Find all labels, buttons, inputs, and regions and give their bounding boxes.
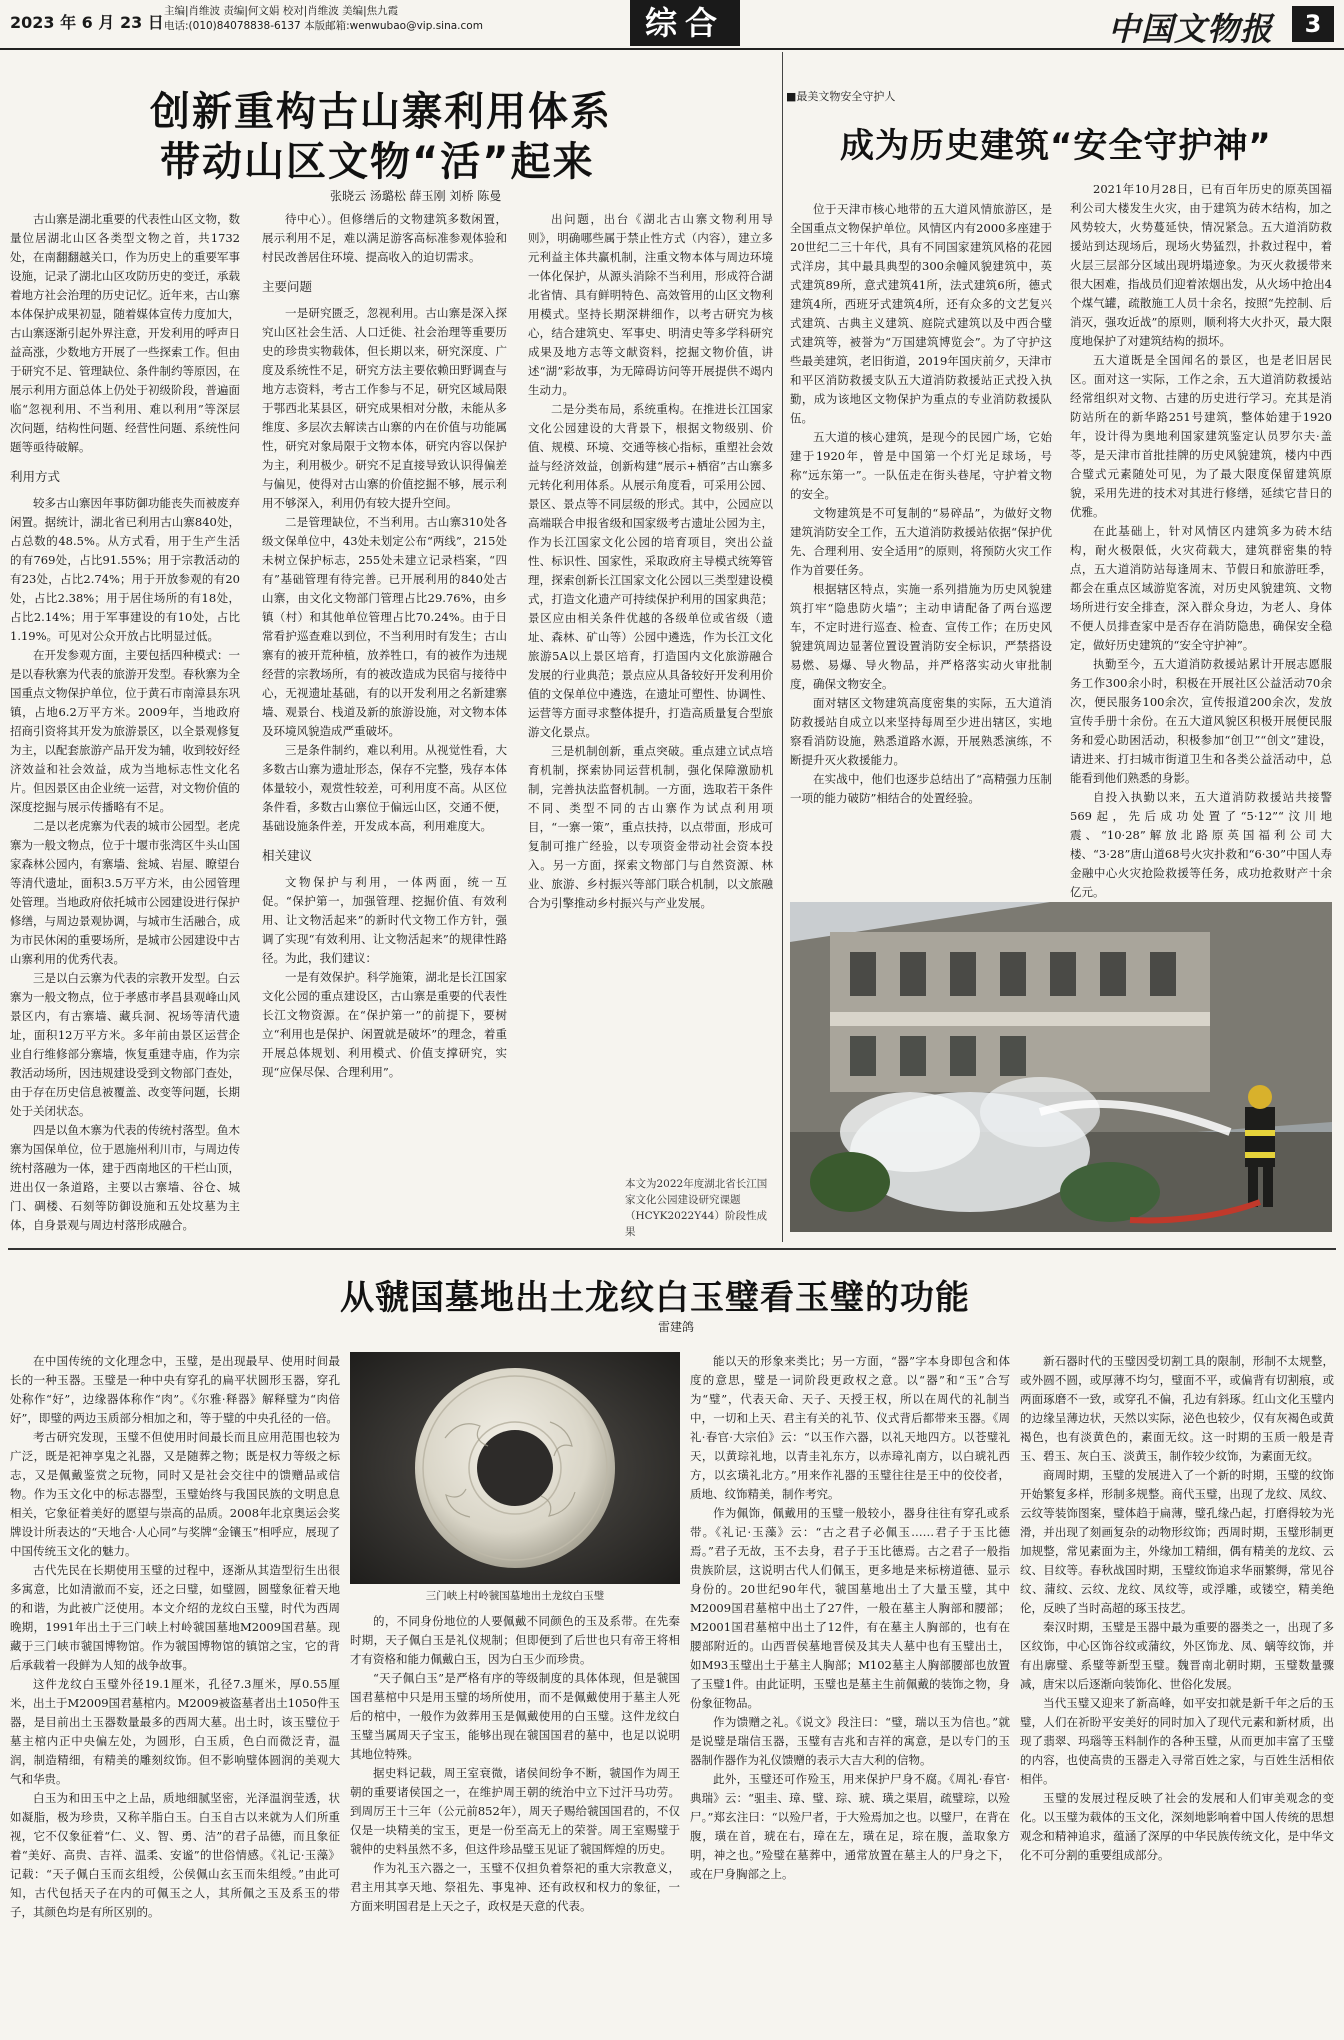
paragraph: 在实战中，他们也逐步总结出了“高精强力压制一项的能力破防”相结合的处置经验。 [790, 772, 1052, 805]
column-divider [782, 52, 783, 1242]
paragraph: 出问题，出台《湖北古山寨文物利用导则》，明确哪些属于禁止性方式（内容），建立多元利益主体共赢机制，注重文物本体与周边环境一体化保护，从源头消除不当利用，形成符合湖北省情、具有鲜明特色、高效管用的山区文物利用模式。坚持长期深耕细作，以考古研究为核心，结合建筑史、军事史、明清史等多学科研究成果及地方志等文献资料，挖掘文物价值，讲述“湖”彩故事，为无障碍访问等开展提供不竭内生动力。 [528, 212, 773, 397]
paragraph: 在中国传统的文化理念中，玉璧，是出现最早、使用时间最长的一种玉器。玉璧是一种中央有穿孔的扁平状圆形玉器，穿孔处称作“好”，边缘器体称作“肉”。《尔雅·释器》解释璧为“肉倍好”，即璧的两边玉质部分相加之和，等于璧的中央孔径的一倍。 [10, 1354, 340, 1425]
section-title: 综合 [630, 0, 740, 46]
paragraph: 新石器时代的玉璧因受切割工具的限制，形制不太规整，或外圆不圆，或厚薄不均匀，璧面不平，或偏背有切割痕，或两面琢磨不一致，或穿孔不偏，孔边有斜琢。红山文化玉璧内的边缘呈薄边状，天然以实际，泌色也较少，仅有灰褐色或黄褐色，也有淡黄色的，素面无纹。这一时期的玉质一般是青玉、碧玉、灰白玉、淡黄玉，制作较少纹饰，为素面无纹。 [1020, 1354, 1334, 1463]
issue-date: 2023 年 6 月 23 日 [10, 13, 164, 32]
subheading: 相关建议 [262, 848, 313, 863]
jade-bi-caption: 三门峡上村岭虢国墓地出土龙纹白玉璧 [425, 1590, 605, 1602]
article3-column-2 [350, 1612, 680, 2032]
paragraph: 当代玉璧又迎来了新高峰，如平安扣就是新千年之后的玉璧，人们在祈盼平安美好的同时加入了现代元素和新材质，出现了翡翠、玛瑙等玉料制作的各种玉璧，从而更加丰富了玉璧的内容，也使高贵的玉器走入寻常百姓之家，与百姓生活相依相伴。 [1020, 1696, 1334, 1786]
jade-bi-illustration [350, 1352, 680, 1584]
article1-title-line2: 带动山区文物“活”起来 [160, 139, 595, 185]
paragraph: 根据辖区特点，实施一系列措施为历史风貌建筑打牢“隐患防火墙”；主动申请配备了两台巡逻车，不定时进行巡查、检查、宣传工作；在历史风貌建筑周边显著位置设置消防安全标识，严禁搭设易燃、易爆、导火物品，并严格落实动火审批制度，确保文物安全。 [790, 582, 1052, 691]
paragraph: 自投入执勤以来，五大道消防救援站共接警569起，先后成功处置了“5·12”“汶川地震、“10·28”解放北路原英国福利公司大楼、“3·28”唐山道68号火灾扑救和“6·30”中国人寿金融中心火灾抢险救援等任务，成功抢救财产十余亿元。 [1070, 790, 1332, 899]
article1-column-2 [262, 210, 507, 1248]
staff-line-1: 主编|肖维波 责编|何文娟 校对|肖维波 美编|焦九霞 [164, 5, 399, 17]
paragraph: 的，不同身份地位的人要佩戴不同颜色的玉及系带。在先秦时期，天子佩白玉是礼仪规制；但即便到了后世也只有帝王将相才有资格和能力佩戴白玉，因为白玉少而珍贵。 [350, 1614, 680, 1666]
paragraph: 作为礼玉六器之一，玉璧不仅担负着祭祀的重大宗教意义，君主用其享天地、祭祖先、事鬼神、还有政权和权力的象征，一方面来明国君是上天之子，政权是天意的代表。 [350, 1861, 680, 1913]
paragraph: 2021年10月28日，已有百年历史的原英国福利公司大楼发生火灾，由于建筑为砖木结构，加之风势较大，火势蔓延快，情况紧急。五大道消防救援站到达现场后，现场火势猛烈，扑救过程中，着火层三层部分区域出现坍塌迹象。为灭火救援带来很大困难，指战员们迎着浓烟出发，从火场中抢出4个煤气罐，疏散施工人员十余名，按照“先控制、后消灭，强攻近战”的原则，顺利将大火扑灭，最大限度地保护了对建筑结构的损坏。 [1070, 182, 1332, 348]
article1-title-line1: 创新重构古山寨利用体系 [150, 89, 612, 135]
paragraph: 较多古山寨因年事防御功能丧失而被废弃闲置。据统计，湖北省已利用古山寨840处，占总数的48.5%。从方式看，用于生产生活的有769处，占比91.55%；用于宗教活动的有23处，占比2.74%；用于开放参观的有20处，占比2.38%；用于居住场所的有18处，占比2.14%；用于军事建设的有10处，占比1.19%。可见对公众开放占比明显过低。 [10, 496, 240, 643]
staff-info [164, 4, 584, 34]
article2-column-2 [1070, 180, 1332, 900]
paragraph: 能以天的形象来类比；另一方面，“器”字本身即包含和体度的意思，璧是一词阶段更政权之意。以“器”和“玉”合写为“璧”，代表天命、天子、天授王权，所以在周代的礼制当中，一切和上天、君主有关的礼节、仪式背后都带来玉器。《周礼·春官·大宗伯》云：“以玉作六器，以礼天地四方。以苍璧礼天，以黄琮礼地，以青圭礼东方，以赤璋礼南方，以白琥礼西方，以玄璜礼北方。”用来作礼器的玉璧往往是王中的佼佼者，质地、纹饰精美，制作考究。 [690, 1354, 1010, 1501]
article1-column-3 [528, 210, 773, 1248]
newspaper-logo: 中国文物报 [1108, 10, 1274, 48]
firefighter-photo [790, 902, 1332, 1232]
article3-column-3 [690, 1352, 1010, 2032]
paragraph: 玉璧的发展过程反映了社会的发展和人们审美观念的变化。以玉璧为载体的玉文化，深刻地影响着中国人传统的思想观念和精神追求，蕴涵了深厚的中华民族传统文化，是中华文化不可分割的重要组成部分。 [1020, 1791, 1334, 1862]
subheading: 利用方式 [10, 469, 61, 484]
jade-bi-photo [350, 1352, 680, 1584]
paragraph: 位于天津市核心地带的五大道风情旅游区，是全国重点文物保护单位。风情区内有2000多座建于20世纪二三十年代，具有不同国家建筑风格的花园式洋房，其中最具典型的300余幢风貌建筑中，英式建筑89所，意式建筑41所，法式建筑6所，德式建筑4所，西班牙式建筑4所，还有众多的文艺复兴式建筑、古典主义建筑、庭院式建筑以及中西合璧式建筑等，被誉为“万国建筑博览会”。为了守护这些最美建筑，老旧街道，2019年国庆前夕，天津市和平区消防救援支队五大道消防救援站正式投入执勤，成为该地区文物保护为重点的专业消防救援队伍。 [790, 202, 1052, 425]
article2-title: 成为历史建筑“安全守护神” [840, 126, 1272, 166]
article1-column-1 [10, 210, 240, 1248]
article1-byline: 张晓云 汤璐松 薛玉刚 刘桥 陈曼 [330, 189, 502, 203]
paragraph: 二是管理缺位，不当利用。古山寨310处各级文保单位中，43处未划定公布“两线”，215处未树立保护标志，255处未建立记录档案，“四有”基础管理有待完善。已开展利用的840处古山寨，由文化文物部门管理占比29.76%，由乡镇（村）和其他单位管理占比70.24%。由于日常看护巡查难以到位，不当利用时有发生；古山寨有的被开荒种植，放养牲口，有的被作为违规经营的宗教场所，有的被改造成为民宿与接待中心，无视遗址基础，有的以开发利用之名新建寨墙、观景台、栈道及新的旅游设施，对文物本体及环境风貌造成严重破坏。 [262, 515, 507, 738]
paragraph: 此外，玉璧还可作殓玉，用来保护尸身不腐。《周礼·春官·典瑞》云：“驵圭、璋、璧、琮、琥、璜之渠眉，疏璧琮，以殓尸。”郑玄注曰：“以殓尸者，于大殓焉加之也。以璧尸，在背在腹，璜在首，琥在右，璋在左，璜在足，琮在腹，盖取象方明，神之也。”殓璧在墓葬中，通常放置在墓主人的尸身之下，或在尸身胸部之上。 [690, 1772, 1010, 1881]
paragraph: 古山寨是湖北重要的代表性山区文物，数量位居湖北山区各类型文物之首，共1732处，在南翻翻越关口，作为历史上的重要军事设施，记录了湖北山区攻防历史的变迁，承载着地方社会治理的历史记忆。近年来，古山寨本体保护成果初显，随着媒体宣传力度加大，古山寨逐渐引起外界注意，开发利用的呼声日益高涨，少数地方开展了一些探索工作。但由于研究不足、管理缺位、条件制约等原因，在展示利用方面总体上仍处于初级阶段，普遍面临“忽视利用、不当利用、难以利用”等深层次问题，结构性问题、经营性问题、系统性问题等亟待破解。 [10, 212, 240, 454]
paragraph: 商周时期，玉璧的发展进入了一个新的时期，玉璧的纹饰开始繁复多样，形制多规整。商代玉璧，出现了龙纹、凤纹、云纹等装饰图案，璧体趋于扁薄，璧孔缘凸起，打磨得较为光滑，并出现了刻画复杂的动物形纹饰；西周时期，玉璧形制更加规整，常见素面为主，外缘加工精细，偶有精美的龙纹、云纹、目纹等。春秋战国时期，玉璧纹饰追求华丽繁缛，常见谷纹、蒲纹、云纹、龙纹、凤纹等，或浮雕，或镂空，精美绝伦，反映了当时高超的琢玉技艺。 [1020, 1468, 1334, 1615]
paragraph: 二是分类布局，系统重构。在推进长江国家文化公园建设的大背景下，根据文物级别、价值、规模、环境、交通等核心指标，重塑社会效益与经济效益，创新构建“展示+栖宿”古山寨多元转化利用体系。从展示角度看，可采用公园、景区、景点等不同层级的形式。其中，公园应以高端联合申报省级和国家级考古遗址公园为主，作为长江国家文化公园的培育项目，突出公益性、标识性、国家性，采取政府主导模式统筹管理，探索创新长江国家文化公园以三类型建设模式，打造文化遗产可持续保护利用的国家典范；景区应由相关条件优越的各级单位或省级（遗址、森林、矿山等）公园中遴选，作为长江文化旅游5A以上景区培育，打造国内文化旅游融合发展的行业典范；景点应从具备较好开发利用价值的文保单位中遴选，在遗址可塑性、协调性、运营等方面寻求整体提升，打造高质量复合型旅游文化景点。 [528, 402, 773, 739]
staff-line-2: 电话:(010)84078838-6137 本版邮箱:wenwubao@vip.sina.com [164, 20, 483, 32]
paragraph: 秦汉时期，玉璧是玉器中最为重要的器类之一，出现了多区纹饰，中心区饰谷纹或蒲纹，外区饰龙、凤、螭等纹饰，并有出廓璧、系璧等新型玉璧。魏晋南北朝时期，玉璧数量骤减，唐宋以后逐渐向装饰化、世俗化发展。 [1020, 1620, 1334, 1691]
paragraph: 古代先民在长期使用玉璧的过程中，逐渐从其造型衍生出很多寓意，比如清澈而不妄，还之曰璧，如璧圆，圆璧象征着天地的和谐，为此被广泛使用。本文介绍的龙纹白玉璧，时代为西周晚期，1991年出土于三门峡上村岭虢国墓地M2009国君墓。现藏于三门峡市虢国博物馆。作为虢国博物馆的镇馆之宝，它的背后承载着一段鲜为人知的战争故事。 [10, 1563, 340, 1672]
paragraph: 考古研究发现，玉璧不但使用时间最长而且应用范围也较为广泛，既是祀神享鬼之礼器，又是随葬之物；既是权力等级之标志，又是佩戴鉴赏之玩物，同时又是社会交往中的馈赠品或信物。作为玉文化中的标志器型，玉璧始终与我国民族的文明息息相关，它象征着美好的愿望与崇高的品质。2008年北京奥运会奖牌设计所表达的“天地合·人心同”与奖牌“金镶玉”相呼应，展现了中国传统玉文化的魅力。 [10, 1430, 340, 1558]
paragraph: 五大道的核心建筑，是现今的民园广场，它始建于1920年，曾是中国第一个灯光足球场，号称“远东第一”。一队伍走在街头巷尾，守护着文物的安全。 [790, 430, 1052, 501]
paragraph: 五大道既是全国闻名的景区，也是老旧居民区。面对这一实际，工作之余，五大道消防救援站经常组织对文物、古建的历史进行学习。充其是消防站所在的新华路251号建筑，整体始建于1920年，设计得为奥地利国家建筑鉴定认员罗尔夫·盖苓，是天津市首批挂牌的历史风貌建筑，楼内中西合璧式元素随处可见，为了最大限度保留建筑原貌，采用先进的技术对其进行修缮，延续它昔日的优雅。 [1070, 353, 1332, 519]
article1-funding-note: 本文为2022年度湖北省长江国家文化公园建设研究课题（HCYK2022Y44）阶段性成果 [625, 1178, 768, 1238]
paragraph: 一是有效保护。科学施策，湖北是长江国家文化公园的重点建设区，古山寨是重要的代表性长江文物资源。在“保护第一”的前提下，要树立“利用也是保护、闲置就是破坏”的理念，着重开展总体规划、利用模式、价值支撑研究，实现“应保尽保、合理利用”。 [262, 970, 507, 1079]
paragraph: 文物建筑是不可复制的“易碎品”，为做好文物建筑消防安全工作，五大道消防救援站依据“保护优先、合理利用、安全适用”的原则，将预防火灾工作作为首要任务。 [790, 506, 1052, 577]
paragraph: 三是条件制约，难以利用。从视觉性看，大多数古山寨为遗址形态，保存不完整，残存本体体量较小，观赏性较差，可利用度不高。从区位条件看，多数古山寨位于偏远山区，交通不便，基础设施条件差，开发成本高，利用难度大。 [262, 743, 507, 833]
article3-byline: 雷建鸽 [658, 1320, 695, 1334]
paragraph: 在开发参观方面，主要包括四种模式：一是以春秋寨为代表的旅游开发型。春秋寨为全国重点文物保护单位，位于黄石市南漳县东巩镇，占地6.2万平方米。2009年，当地政府招商引资将其开发为旅游景区，以全景观修复为主，以配套旅游产品开发为辅，收到较好经济效益和社会效益，成为当地标志性文化名片。但因景区由企业统一运营，对文物价值的深度挖掘与展示传播略有不足。 [10, 648, 240, 814]
paragraph: 面对辖区文物建筑高度密集的实际，五大道消防救援站自成立以来坚持每周至少进出辖区，实地察看消防设施，熟悉道路水源，开展熟悉演练，不断提升灭火救援能力。 [790, 696, 1052, 767]
paragraph: 三是机制创新，重点突破。重点建立试点培育机制，探索协同运营机制，强化保障激励机制，完善执法监督机制。一方面，选取若干条件不同、类型不同的古山寨作为试点利用项目，“一寨一策”，重点扶持，以点带面，形成可复制可推广经验，以专项资金带动社会资本投入。另一方面，探索文物部门与自然资源、林业、旅游、乡村振兴等部门联合机制，以文旅融合为引擎推动乡村振兴与产业发展。 [528, 744, 773, 910]
paragraph: 执勤至今，五大道消防救援站累计开展志愿服务工作300余小时，积极在开展社区公益活动70余次，便民服务100余次，宣传报道200余次，发放宣传手册十余份。在五大道风貌区积极开展便民服务和爱心助困活动，积极参加“创卫”“创文”建设，请进来、打扫城市街道卫生和各类公益活动中，总能看到他们熟悉的身影。 [1070, 657, 1332, 785]
article3-title: 从虢国墓地出土龙纹白玉璧看玉璧的功能 [340, 1278, 970, 1318]
paragraph: 文物保护与利用，一体两面，统一互促。“保护第一，加强管理、挖掘价值、有效利用、让文物活起来”的新时代文物工作方针，强调了实现“有效利用、让文物活起来”的规律性路径。为此，我们建议： [262, 875, 507, 965]
article3-column-1 [10, 1352, 340, 2032]
paragraph: 二是以老虎寨为代表的城市公园型。老虎寨为一般文物点，位于十堰市张湾区牛头山国家森林公园内，有寨墙、瓮城、岩屋、瞭望台等清代遗址，面积3.5万平方米，由公园管理处管理。当地政府依托城市公园建设进行保护修缮，与周边景观协调，与城市生活融合，成为市民休闲的重要场所，是城市公园建设中古山寨利用的优秀代表。 [10, 819, 240, 966]
paragraph: 据史料记载，周王室衰微，诸侯间纷争不断，虢国作为周王朝的重要诸侯国之一，在维护周王朝的统治中立下过汗马功劳。到周厉王十三年（公元前852年），周天子赐给虢国国君的，不仅仅是一块精美的宝玉，更是一份至高无上的荣誉。周王室赐璧于虢仲的史料虽然不多，但这件珍品璧玉见证了虢国辉煌的历史。 [350, 1766, 680, 1856]
article2-kicker: ■最美文物安全守护人 [786, 90, 896, 103]
firefighter-photo-illustration [790, 902, 1332, 1232]
page-number: 3 [1292, 6, 1334, 42]
paragraph: 在此基础上，针对风情区内建筑多为砖木结构，耐火极限低，火灾荷载大，建筑群密集的特点，五大道消防站每逢周末、节假日和旅游旺季，都会在重点区域游览客流，对历史风貌建筑、文物场所进行安全排查，深入群众身边，为老人、身体不便人员排查家中是否存在消防隐患，确保安全稳定，做好历史建筑的“安全守护神”。 [1070, 524, 1332, 652]
paragraph: 这件龙纹白玉璧外径19.1厘米，孔径7.3厘米，厚0.55厘米，出土于M2009国君墓棺内。M2009被盗墓者出土1050件玉器，是目前出土玉器数量最多的西周大墓。出土时，该玉璧位于墓主棺内正中央偏左处，为圆形，白玉质，色白而微泛青，温润，制造精细，有精美的雕刻纹饰。但不影响璧体圆润的美观大气和华贵。 [10, 1677, 340, 1786]
paragraph: “天子佩白玉”是严格有序的等级制度的具体体现，但是虢国国君墓棺中只是用玉璧的场所使用，而不是佩戴使用于墓主人死后的棺中，一般作为敛葬用玉是佩戴使用的白玉璧。这件龙纹白玉璧当属周天子宝玉，能够出现在虢国国君的墓中，也足以说明其地位特殊。 [350, 1671, 680, 1761]
subheading: 主要问题 [262, 279, 313, 294]
paragraph: 作为佩饰，佩戴用的玉璧一般较小，器身往往有穿孔或系带。《礼记·玉藻》云：“古之君子必佩玉……君子于玉比德焉。”君子无故，玉不去身，君子于玉比德焉。古之君子一般指贵族阶层，这说明古代人们佩玉，更多地是来标榜道德、显示身份的。20世纪90年代，虢国墓地出土了大量玉璧，其中M2009国君墓棺中出土了27件，一般在墓主人胸部和腰部；M2001国君墓棺中出土了12件，有在墓主人胸部的，也有在腰部附近的。山西晋侯墓地晋侯及其夫人墓中也有玉璧出土，如M93玉璧出土于墓主人胸部；M102墓主人胸部腰部也放置了玉璧1件。由此证明，玉璧也是墓主生前佩戴的装饰之物，身份象征物品。 [690, 1506, 1010, 1710]
article2-column-1 [790, 200, 1052, 900]
article3-column-4 [1020, 1352, 1334, 2032]
paragraph: 待中心）。但修缮后的文物建筑多数闲置，展示利用不足，难以满足游客高标准参观体验和村民改善居住环境、提高收入的迫切需求。 [262, 212, 507, 264]
paragraph: 三是以白云寨为代表的宗教开发型。白云寨为一般文物点，位于孝感市孝昌县观峰山风景区内，有古寨墙、藏兵洞、祝场等清代遗址，面积12万平方米。多年前由景区运营企业自行维修部分寨墙，恢复重建寺庙，作为宗教活动场所，因违规建设受到文物部门查处，由于存在历史信息被覆盖、改变等问题，长期处于关闭状态。 [10, 971, 240, 1118]
section-separator [8, 1248, 1336, 1250]
paragraph: 作为馈赠之礼。《说文》段注曰：“璧，瑞以玉为信也。”就是说璧是瑞信玉器，玉璧有吉兆和吉祥的寓意，是以专门的玉器制作器作为礼仪馈赠的表示大吉大利的信物。 [690, 1715, 1010, 1767]
paragraph: 四是以鱼木寨为代表的传统村落型。鱼木寨为国保单位，位于恩施州利川市，与周边传统村落融为一体，建于西南地区的干栏山顶，进出仅一条道路，主要以古寨墙、谷仓、城门、碉楼、石刻等防御设施和五处坟墓为主体，自身景观与周边村落形成融合。 [10, 1123, 240, 1232]
paragraph: 一是研究匮乏，忽视利用。古山寨是深入探究山区社会生活、人口迁徙、社会治理等重要历史的珍贵实物载体，但长期以来，研究深度、广度及系统性不足，研究方法主要依赖田野调查与地方志资料，考古工作参与不足，研究区域局限于鄂西北某县区，研究成果相对分散，未能从多维度、多层次去解读古山寨的内在价值与功能属性，研究对象局限于文物本体，研究内容以保护为主，利用极少。研究不足直接导致认识得偏差与偏见，使得对古山寨的价值挖掘不够，展示利用不够深入，利用仍有较大提升空间。 [262, 306, 507, 510]
paragraph: 白玉为和田玉中之上品，质地细腻坚密，光泽温润莹透，状如凝脂，极为珍贵，又称羊脂白玉。白玉自古以来就为人们所重视，它不仅象征着“仁、义、智、勇、洁”的君子品德，而且象征着“美好、高贵、吉祥、温柔、安谧”的世俗情感。《礼记·玉藻》记载：“天子佩白玉而玄组绶，公侯佩山玄玉而朱组绶。”由此可知，古代包括天子在内的可佩玉之人，其所佩之玉及系玉的带子，其颜色均是有所区别的。 [10, 1791, 340, 1919]
